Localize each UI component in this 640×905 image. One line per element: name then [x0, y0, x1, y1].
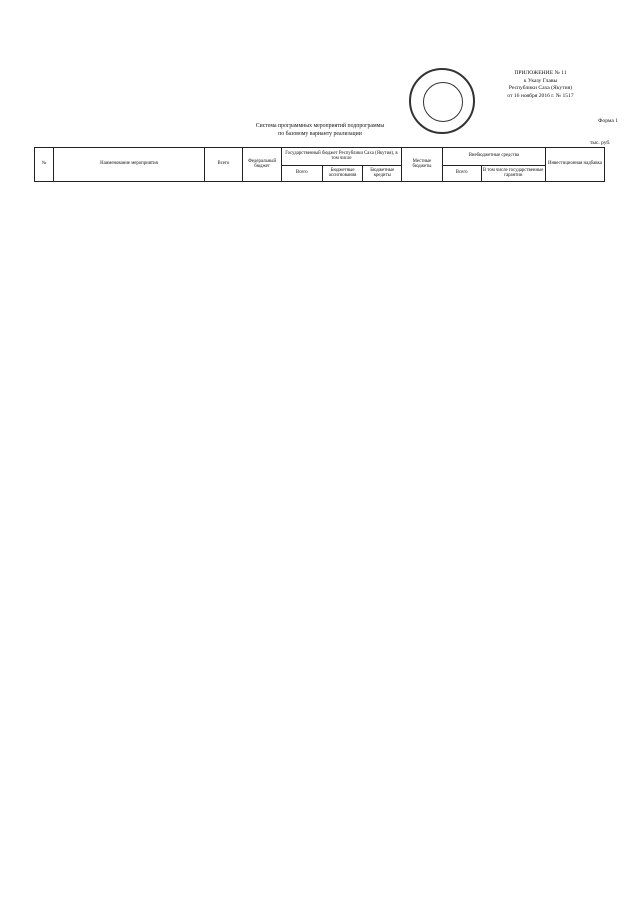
form-label: Форма 1	[598, 118, 619, 124]
appendix-line: от 16 ноября 2016 г. № 1517	[507, 92, 574, 99]
appendix-header	[468, 70, 613, 100]
header-extra: Внебюджетные средства	[442, 148, 545, 166]
header-name: Наименование мероприятия	[54, 148, 204, 182]
header-state-total: Всего	[281, 166, 322, 182]
title-line: Система программных мероприятий подпрограммы	[255, 123, 385, 129]
header-extra-total: Всего	[442, 166, 481, 182]
header-state-alloc: Бюджетные ассигнования	[322, 166, 363, 182]
header-state: Государственный бюджет Республики Саха (Якутия), в том числе	[281, 148, 401, 166]
header-local: Местные бюджеты	[402, 148, 443, 182]
header-num: №	[35, 148, 54, 182]
header-state-credit: Бюджетные кредиты	[363, 166, 402, 182]
header-extra-inc: В том числе государственные гарантии	[481, 166, 545, 182]
header-federal: Федеральный бюджет	[243, 148, 282, 182]
header-total: Всего	[204, 148, 243, 182]
appendix-line: ПРИЛОЖЕНИЕ № 11	[514, 70, 567, 76]
program-table	[34, 147, 605, 182]
header-invest: Инвестиционная надбавка	[545, 148, 604, 182]
appendix-line: к Указу Главы	[523, 77, 558, 84]
units-label: тыс. руб.	[590, 140, 611, 146]
title-line: по базовому варианту реализации	[278, 130, 362, 137]
appendix-line: Республики Саха (Якутия)	[508, 85, 573, 91]
document-title	[160, 123, 480, 138]
